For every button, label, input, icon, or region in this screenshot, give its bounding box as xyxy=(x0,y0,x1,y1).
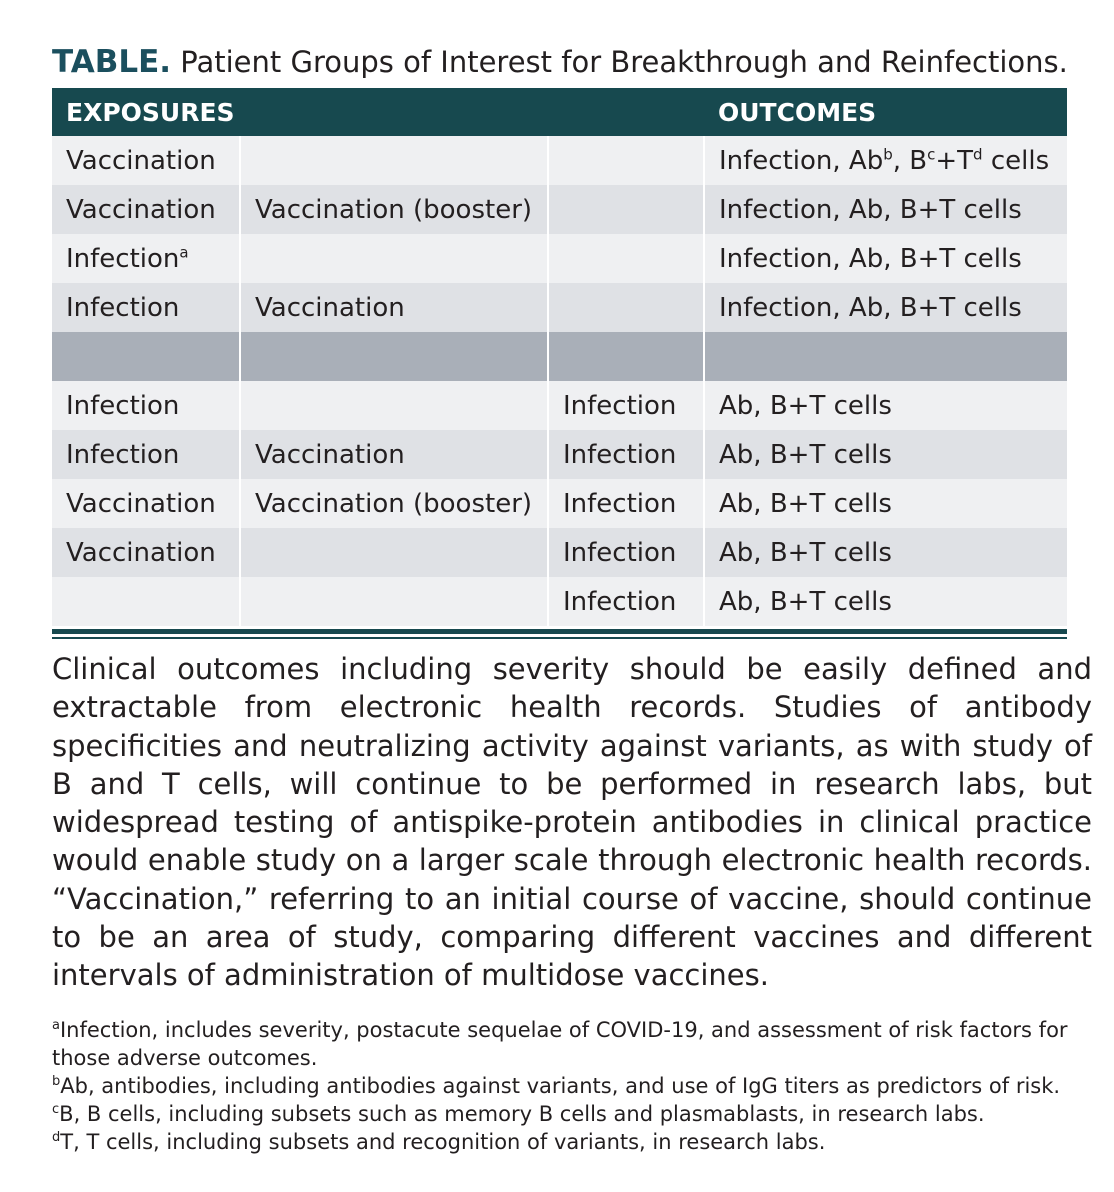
exposure-cell xyxy=(548,283,704,332)
exposure-cell xyxy=(548,234,704,283)
table-bottom-rule xyxy=(52,629,1067,634)
exposure-cell: Infection xyxy=(52,381,240,430)
outcome-cell: Infection, Ab, B+T cells xyxy=(704,185,1067,234)
outcome-cell: Ab, B+T cells xyxy=(704,381,1067,430)
exposure-cell xyxy=(548,136,704,185)
exposure-cell xyxy=(240,234,548,283)
exposure-cell: Vaccination xyxy=(52,185,240,234)
exposures-header: EXPOSURES xyxy=(52,88,704,136)
footnote-c: $^c$B, B cells, including subsets such as memory B cells and plasmablasts, in research labs. xyxy=(52,1102,985,1126)
exposure-cell xyxy=(240,381,548,430)
table-row xyxy=(52,479,1067,528)
outcome-cell: Ab, B+T cells xyxy=(704,528,1067,577)
table-bottom-rule-thin xyxy=(52,637,1067,639)
exposure-cell xyxy=(240,577,548,626)
caption-title: Patient Groups of Interest for Breakthrough and Reinfections. xyxy=(180,45,1068,79)
outcome-cell: Infection, Ab$^b$, $B^c+T^d$ cells xyxy=(704,136,1067,185)
body-paragraph: Clinical outcomes including severity should be easily defined and extractable from electronic health records. Studies of antibody specificities and neutralizing activity against variants, as with study of B and T cells, will continue to be performed in research labs, but widespread testing of antispike-protein antibodies in clinical practice would enable study on a larger scale through electronic health records. “Vaccination,” referring to an initial course of vaccine, should continue to be an area of study, comparing different vaccines and different intervals of administration of multidose vaccines. xyxy=(52,652,1092,993)
exposure-cell: Infection xyxy=(548,577,704,626)
table-row xyxy=(52,136,1067,185)
exposure-cell: Infection xyxy=(52,283,240,332)
separator-cell xyxy=(704,332,1067,381)
outcome-cell: Ab, B+T cells xyxy=(704,479,1067,528)
outcome-cell: Ab, B+T cells xyxy=(704,577,1067,626)
footnote-b: $^b$Ab, antibodies, including antibodies against variants, and use of IgG titers as predictors of risk. xyxy=(52,1074,1061,1098)
separator-cell xyxy=(240,332,548,381)
exposure-cell xyxy=(548,185,704,234)
footnote-d: $^d$T, T cells, including subsets and recognition of variants, in research labs. xyxy=(52,1130,826,1154)
outcome-cell: Ab, B+T cells xyxy=(704,430,1067,479)
exposure-cell: Vaccination xyxy=(52,479,240,528)
table-caption xyxy=(52,42,1102,82)
exposure-cell: Vaccination (booster) xyxy=(240,185,548,234)
patient-groups-table xyxy=(52,88,1067,639)
table-header-row xyxy=(52,88,1067,136)
outcome-cell: Infection, Ab, B+T cells xyxy=(704,283,1067,332)
outcome-cell: Infection, Ab, B+T cells xyxy=(704,234,1067,283)
exposure-cell xyxy=(240,136,548,185)
exposure-cell xyxy=(240,528,548,577)
table-row xyxy=(52,283,1067,332)
separator-row xyxy=(52,332,1067,381)
exposure-cell: Vaccination xyxy=(240,430,548,479)
exposure-cell: Vaccination xyxy=(240,283,548,332)
exposure-cell: Infection xyxy=(548,479,704,528)
exposure-cell: Infection xyxy=(548,381,704,430)
exposure-cell: Infection$^a$ xyxy=(52,234,240,283)
exposure-cell: Infection xyxy=(52,430,240,479)
exposure-cell xyxy=(52,577,240,626)
table-row xyxy=(52,577,1067,626)
table-row xyxy=(52,381,1067,430)
exposure-cell: Infection xyxy=(548,528,704,577)
table-row xyxy=(52,430,1067,479)
separator-cell xyxy=(52,332,240,381)
footnotes xyxy=(52,1016,1102,1156)
footnote-a: $^a$Infection, includes severity, postacute sequelae of COVID-19, and assessment of risk factors for those adverse outcomes. xyxy=(52,1018,1068,1070)
caption-label: TABLE. xyxy=(52,44,172,80)
outcomes-header: OUTCOMES xyxy=(704,88,1067,136)
table-row xyxy=(52,528,1067,577)
exposure-cell: Vaccination xyxy=(52,136,240,185)
exposure-cell: Vaccination (booster) xyxy=(240,479,548,528)
exposure-cell: Vaccination xyxy=(52,528,240,577)
table-row xyxy=(52,185,1067,234)
exposure-cell: Infection xyxy=(548,430,704,479)
table-row xyxy=(52,234,1067,283)
separator-cell xyxy=(548,332,704,381)
